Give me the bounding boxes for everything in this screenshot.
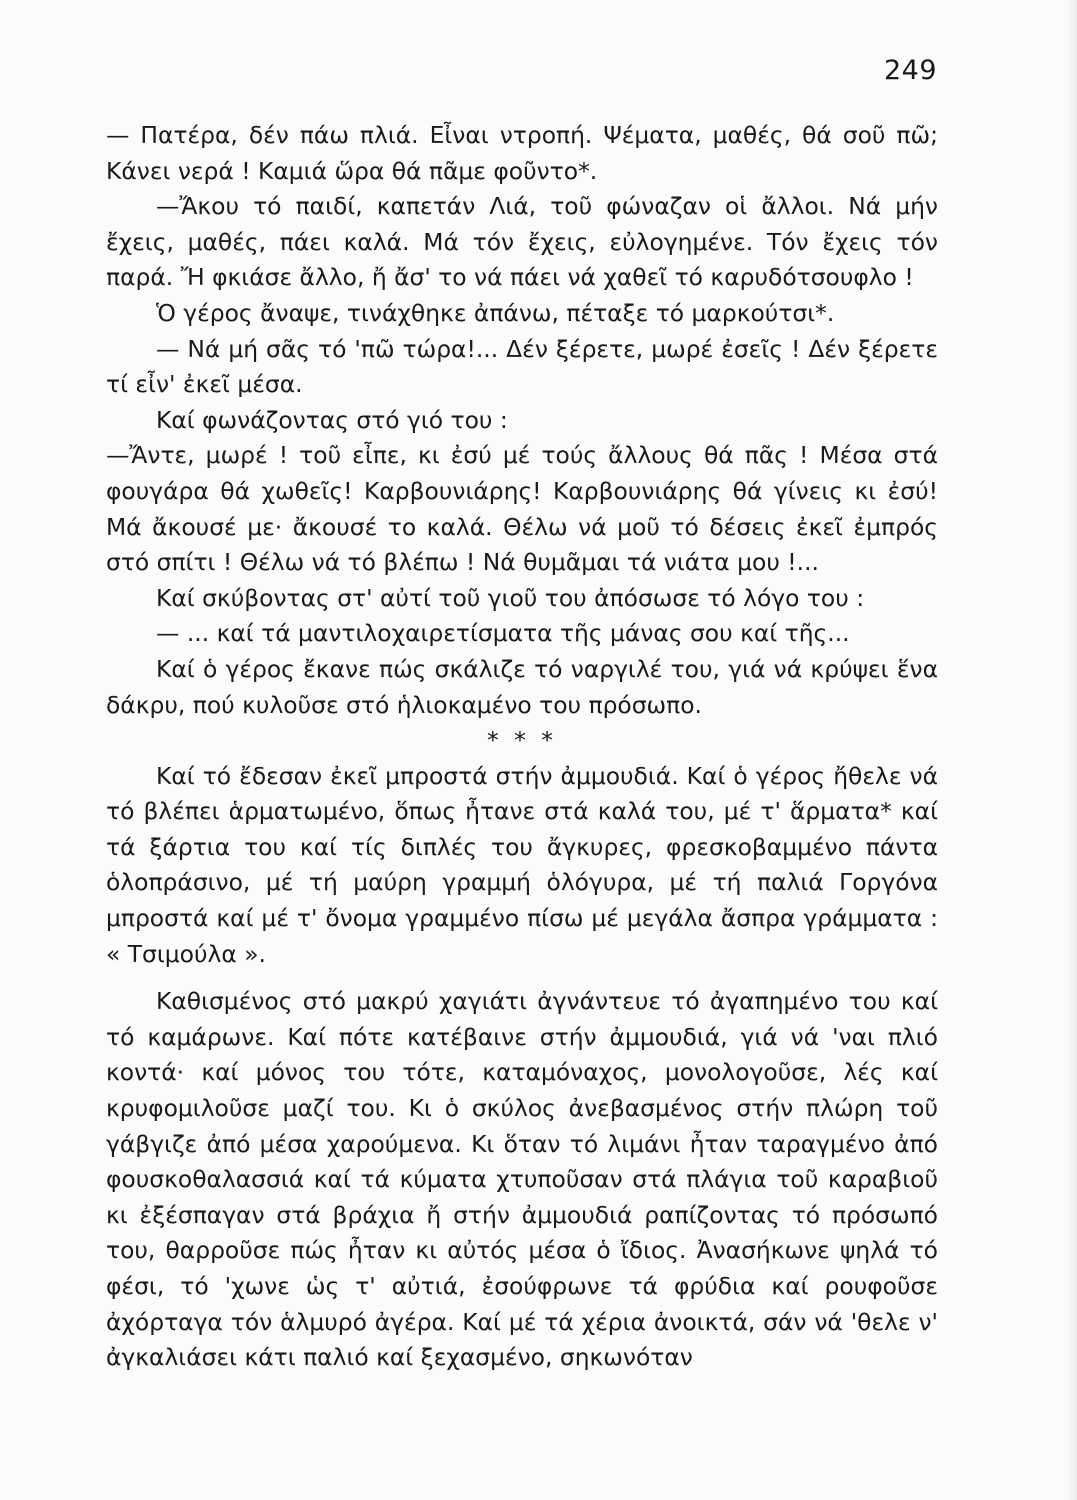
- section-separator: * * *: [487, 726, 557, 755]
- paragraph: —Ἄκου τό παιδί, καπετάν Λιά, τοῦ φώναζαν οἱ ἄλλοι. Νά μήν ἔχεις, μαθές, πάει καλά. Μά τόν ἔχεις, εὐλογημένε. Τόν ἔχεις τόν παρά. Ἤ φκιάσε ἄλλο, ἤ ἄσ' το νά πάει νά χαθεῖ τό καρυδότσουφλο !: [106, 192, 938, 292]
- body-text: [106, 118, 938, 1376]
- paragraph: — Νά μή σᾶς τό 'πῶ τώρα!... Δέν ξέρετε, μωρέ ἐσεῖς ! Δέν ξέρετε τί εἶν' ἐκεῖ μέσα.: [106, 334, 938, 399]
- paragraph: Καί ὁ γέρος ἔκανε πώς σκάλιζε τό ναργιλέ του, γιά νά κρύψει ἕνα δάκρυ, πού κυλοῦσε στό ἡλιοκαμένο του πρόσωπο.: [106, 654, 938, 719]
- paragraph: — Πατέρα, δέν πάω πλιά. Εἶναι ντροπή. Ψέματα, μαθές, θά σοῦ πῶ; Κάνει νερά ! Καμιά ὥρα θά πᾶμε φοῦντο*.: [106, 121, 938, 185]
- paragraph: Καί σκύβοντας στ' αὐτί τοῦ γιοῦ του ἀπόσωσε τό λόγο του :: [156, 583, 865, 612]
- paragraph: — ... καί τά μαντιλοχαιρετίσματα τῆς μάνας σου καί τῆς...: [156, 619, 850, 648]
- paragraph: Ὁ γέρος ἄναψε, τινάχθηκε ἀπάνω, πέταξε τό μαρκούτσι*.: [156, 298, 835, 327]
- page-number: 249: [884, 55, 938, 86]
- paragraph: Καί τό ἔδεσαν ἐκεῖ μπροστά στήν ἀμμουδιά. Καί ὁ γέρος ἤθελε νά τό βλέπει ἁρματωμένο, ὅπως ἦτανε στά καλά του, μέ τ' ἅρματα* καί τά ξάρτια του καί τίς διπλές του ἄγκυρες, φρεσκοβαμμένο πάντα ὁλοπράσινο, μέ τή μαύρη γραμμή ὁλόγυρα, μέ τή παλιά Γοργόνα μπροστά καί μέ τ' ὄνομα γραμμένο πίσω μέ μεγάλα ἄσπρα γράμματα : « Τσιμούλα ».: [106, 761, 938, 968]
- paragraph: —Ἄντε, μωρέ ! τοῦ εἶπε, κι ἐσύ μέ τούς ἄλλους θά πᾶς ! Μέσα στά φουγάρα θά χωθεῖς! Καρβουνιάρης! Καρβουνιάρης θά γίνεις κι ἐσύ! Μά ἄκουσέ με· ἄκουσέ το καλά. Θέλω νά μοῦ τό δέσεις ἐκεῖ ἐμπρός στό σπίτι ! Θέλω νά τό βλέπω ! Νά θυμᾶμαι τά νιάτα μου !...: [106, 441, 938, 577]
- page-edge-shadow: [1067, 0, 1077, 1500]
- paragraph: Καθισμένος στό μακρύ χαγιάτι ἀγνάντευε τό ἀγαπημένο του καί τό καμάρωνε. Καί πότε κατέβαινε στήν ἀμμουδιά, γιά νά 'ναι πλιό κοντά· καί μόνος του τότε, καταμόναχος, μονολογοῦσε, λές καί κρυφομιλοῦσε μαζί του. Κι ὁ σκύλος ἀνεβασμένος στήν πλώρη τοῦ γάβγιζε ἀπό μέσα χαρούμενα. Κι ὅταν τό λιμάνι ἦταν ταραγμένο ἀπό φουσκοθαλασσιά καί τά κύματα χτυποῦσαν στά πλάγια τοῦ καραβιοῦ κι ἐξέσπαγαν στά βράχια ἤ στήν ἀμμουδιά ραπίζοντας τό πρόσωπό του, θαρροῦσε πώς ἦταν κι αὐτός μέσα ὁ ἴδιος. Ἀνασήκωνε ψηλά τό φέσι, τό 'χωνε ὡς τ' αὐτιά, ἐσούφρωνε τά φρύδια καί ρουφοῦσε ἀχόρταγα τόν ἁλμυρό ἀγέρα. Καί μέ τά χέρια ἀνοικτά, σάν νά 'θελε ν' ἀγκαλιάσει κάτι παλιό καί ξεχασμένο, σηκωνόταν: [106, 987, 938, 1372]
- paragraph: Καί φωνάζοντας στό γιό του :: [156, 405, 508, 434]
